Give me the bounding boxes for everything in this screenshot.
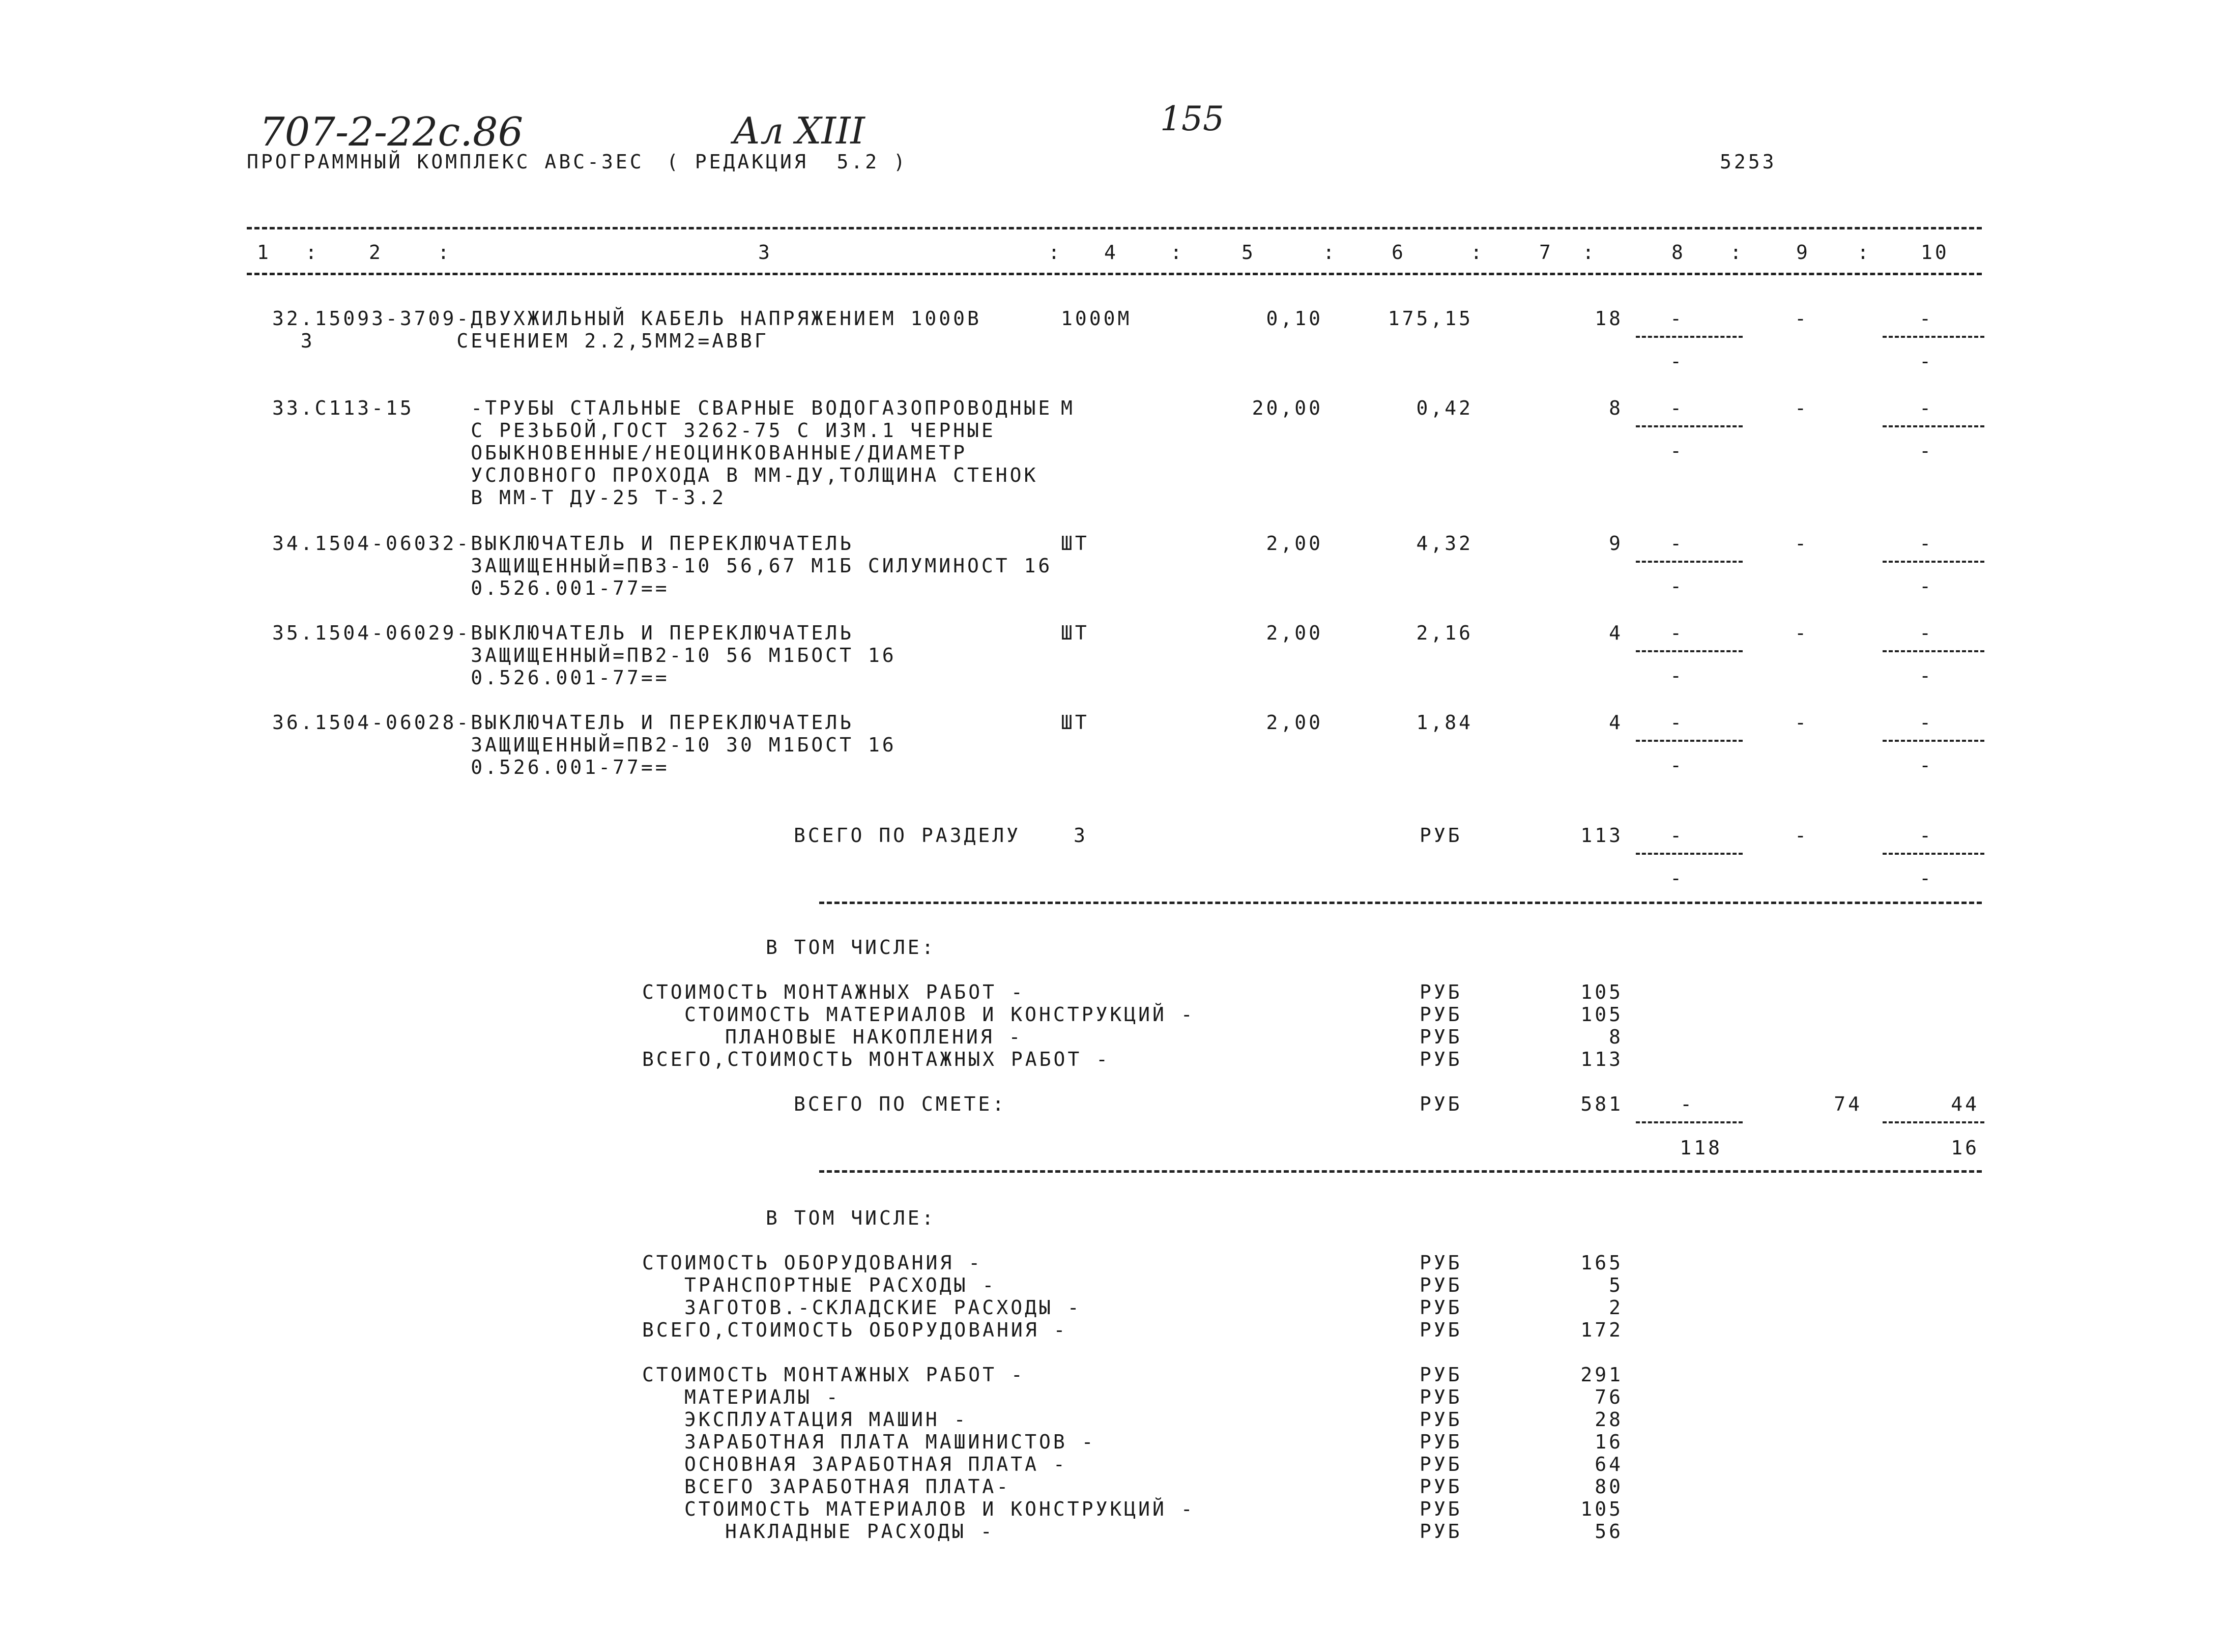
row-col8-sub: - xyxy=(1670,754,1684,776)
breakdown2-value: 105 xyxy=(1580,1498,1623,1520)
breakdown1-value: 105 xyxy=(1580,1003,1623,1026)
row-description-line: 32.15093-3709-ДВУХЖИЛЬНЫЙ КАБЕЛЬ НАПРЯЖЕНИЕМ 1000В xyxy=(272,307,981,330)
section-total-number: 3 xyxy=(1074,824,1088,847)
row-col8-rule xyxy=(1636,561,1743,563)
breakdown1-label: СТОИМОСТЬ МАТЕРИАЛОВ И КОНСТРУКЦИЙ - xyxy=(684,1003,1195,1026)
row-col10: - xyxy=(1919,307,1933,330)
row-description-line: В ММ-Т ДУ-25 Т-3.2 xyxy=(272,486,727,509)
estimate-total-col9: 74 xyxy=(1834,1093,1862,1115)
handwritten-page-number: 155 xyxy=(1160,99,1224,138)
column-header-cell: : xyxy=(1730,241,1744,264)
row-price: 4,32 xyxy=(1416,532,1473,555)
breakdown2-value: 76 xyxy=(1595,1386,1623,1408)
row-col10-rule xyxy=(1883,336,1984,338)
breakdown2-unit: РУБ xyxy=(1420,1319,1462,1341)
column-header-cell: 4 xyxy=(1104,241,1118,264)
row-col9: - xyxy=(1795,397,1809,419)
row-unit: 1000М xyxy=(1061,307,1132,330)
row-col8-rule xyxy=(1636,336,1743,338)
column-header-cell: : xyxy=(305,241,320,264)
document-number: 5253 xyxy=(1720,151,1777,173)
row-description-line: 36.1504-06028-ВЫКЛЮЧАТЕЛЬ И ПЕРЕКЛЮЧАТЕЛЬ xyxy=(272,711,854,734)
row-col9: - xyxy=(1795,622,1809,644)
breakdown2-label: ЗАРАБОТНАЯ ПЛАТА МАШИНИСТОВ - xyxy=(684,1431,1096,1453)
row-col8-rule xyxy=(1636,650,1743,652)
row-quantity: 2,00 xyxy=(1266,622,1323,644)
row-description-line: ЗАЩИЩЕННЫЙ=ПВ2-10 56 М1БОСТ 16 xyxy=(272,644,897,666)
breakdown2-unit: РУБ xyxy=(1420,1252,1462,1274)
row-quantity: 0,10 xyxy=(1266,307,1323,330)
section-total-col8-rule xyxy=(1636,853,1743,855)
breakdown2-label: СТОИМОСТЬ МОНТАЖНЫХ РАБОТ - xyxy=(642,1364,1025,1386)
row-description-line: 0.526.001-77== xyxy=(272,756,670,778)
section-total-col8-sub: - xyxy=(1670,867,1684,889)
column-header-cell: : xyxy=(438,241,452,264)
breakdown2-value: 172 xyxy=(1580,1319,1623,1341)
section-rule xyxy=(819,902,1982,904)
row-unit: ШТ xyxy=(1061,532,1089,555)
row-total: 4 xyxy=(1609,622,1623,644)
row-col10-sub: - xyxy=(1919,664,1933,687)
breakdown1-label: ПЛАНОВЫЕ НАКОПЛЕНИЯ - xyxy=(725,1026,1023,1048)
row-col8-sub: - xyxy=(1670,575,1684,597)
edition: ( РЕДАКЦИЯ 5.2 ) xyxy=(667,151,908,173)
row-price: 0,42 xyxy=(1416,397,1473,419)
row-col10-sub: - xyxy=(1919,754,1933,776)
row-description-line: ЗАЩИЩЕННЫЙ=ПВ3-10 56,67 М1Б СИЛУМИНОСТ 16 xyxy=(272,555,1053,577)
row-col10-rule xyxy=(1883,561,1984,563)
row-col8: - xyxy=(1670,307,1684,330)
row-col10-sub: - xyxy=(1919,575,1933,597)
estimate-rule xyxy=(819,1170,1982,1173)
handwritten-code: 707-2-22с.86 xyxy=(259,109,524,155)
breakdown2-unit: РУБ xyxy=(1420,1475,1462,1498)
row-description-line: ЗАЩИЩЕННЫЙ=ПВ2-10 30 М1БОСТ 16 xyxy=(272,734,897,756)
row-col9: - xyxy=(1795,532,1809,555)
row-col8: - xyxy=(1670,532,1684,555)
section-total-col10-rule xyxy=(1883,853,1984,855)
row-description-line: ОБЫКНОВЕННЫЕ/НЕОЦИНКОВАННЫЕ/ДИАМЕТР xyxy=(272,442,968,464)
column-header-cell: : xyxy=(1323,241,1337,264)
section-total-total: 113 xyxy=(1580,824,1623,847)
breakdown1-unit: РУБ xyxy=(1420,981,1462,1003)
breakdown2-heading: В ТОМ ЧИСЛЕ: xyxy=(766,1207,936,1229)
breakdown2-unit: РУБ xyxy=(1420,1296,1462,1319)
breakdown1-label: ВСЕГО,СТОИМОСТЬ МОНТАЖНЫХ РАБОТ - xyxy=(642,1048,1110,1070)
row-col8: - xyxy=(1670,711,1684,734)
row-price: 175,15 xyxy=(1388,307,1473,330)
row-col9: - xyxy=(1795,307,1809,330)
column-header-cell: 7 xyxy=(1539,241,1553,264)
breakdown2-value: 64 xyxy=(1595,1453,1623,1475)
breakdown1-value: 8 xyxy=(1609,1026,1623,1048)
breakdown2-unit: РУБ xyxy=(1420,1520,1462,1543)
row-quantity: 2,00 xyxy=(1266,711,1323,734)
row-description-line: С РЕЗЬБОЙ,ГОСТ 3262-75 С ИЗМ.1 ЧЕРНЫЕ xyxy=(272,419,996,442)
breakdown1-unit: РУБ xyxy=(1420,1026,1462,1048)
row-total: 4 xyxy=(1609,711,1623,734)
breakdown1-unit: РУБ xyxy=(1420,1048,1462,1070)
column-header-cell: : xyxy=(1582,241,1597,264)
row-total: 9 xyxy=(1609,532,1623,555)
breakdown2-label: ОСНОВНАЯ ЗАРАБОТНАЯ ПЛАТА - xyxy=(684,1453,1067,1475)
estimate-total-unit: РУБ xyxy=(1420,1093,1462,1115)
estimate-total-value: 581 xyxy=(1580,1093,1623,1115)
row-price: 1,84 xyxy=(1416,711,1473,734)
section-total-col8: - xyxy=(1670,824,1684,847)
row-col10-rule xyxy=(1883,425,1984,427)
breakdown2-label: ВСЕГО ЗАРАБОТНАЯ ПЛАТА- xyxy=(684,1475,1011,1498)
row-description-line: УСЛОВНОГО ПРОХОДА В ММ-ДУ,ТОЛЩИНА СТЕНОК xyxy=(272,464,1038,486)
row-description-line: 3 СЕЧЕНИЕМ 2.2,5ММ2=АВВГ xyxy=(272,330,769,352)
row-col10: - xyxy=(1919,711,1933,734)
breakdown2-label: МАТЕРИАЛЫ - xyxy=(684,1386,841,1408)
row-col10-rule xyxy=(1883,650,1984,652)
breakdown2-unit: РУБ xyxy=(1420,1453,1462,1475)
section-total-unit: РУБ xyxy=(1420,824,1462,847)
breakdown1-unit: РУБ xyxy=(1420,1003,1462,1026)
row-col8-sub: - xyxy=(1670,664,1684,687)
header-rule-top xyxy=(247,227,1982,229)
estimate-total-col8-rule xyxy=(1636,1121,1743,1123)
row-description-line: 33.С113-15 -ТРУБЫ СТАЛЬНЫЕ СВАРНЫЕ ВОДОГАЗОПРОВОДНЫЕ xyxy=(272,397,1053,419)
row-quantity: 2,00 xyxy=(1266,532,1323,555)
estimate-total-col10-sub: 16 xyxy=(1951,1137,1979,1159)
column-header-cell: 8 xyxy=(1671,241,1686,264)
row-price: 2,16 xyxy=(1416,622,1473,644)
column-header-cell: 9 xyxy=(1796,241,1810,264)
estimate-total-col10: 44 xyxy=(1951,1093,1979,1115)
header-rule-bottom xyxy=(247,273,1982,275)
breakdown1-value: 113 xyxy=(1580,1048,1623,1070)
column-header-cell: 1 xyxy=(257,241,271,264)
breakdown2-value: 16 xyxy=(1595,1431,1623,1453)
row-description-line: 35.1504-06029-ВЫКЛЮЧАТЕЛЬ И ПЕРЕКЛЮЧАТЕЛЬ xyxy=(272,622,854,644)
row-col9: - xyxy=(1795,711,1809,734)
breakdown2-value: 5 xyxy=(1609,1274,1623,1296)
breakdown2-label: СТОИМОСТЬ МАТЕРИАЛОВ И КОНСТРУКЦИЙ - xyxy=(684,1498,1195,1520)
row-col8: - xyxy=(1670,397,1684,419)
breakdown2-unit: РУБ xyxy=(1420,1364,1462,1386)
breakdown2-value: 2 xyxy=(1609,1296,1623,1319)
breakdown2-value: 28 xyxy=(1595,1408,1623,1431)
row-unit: ШТ xyxy=(1061,622,1089,644)
column-header-cell: 2 xyxy=(369,241,383,264)
program-title: ПРОГРАММНЫЙ КОМПЛЕКС АВС-3ЕС xyxy=(247,151,644,173)
breakdown2-unit: РУБ xyxy=(1420,1431,1462,1453)
breakdown2-unit: РУБ xyxy=(1420,1386,1462,1408)
row-col10-sub: - xyxy=(1919,350,1933,372)
column-header-cell: 10 xyxy=(1921,241,1949,264)
row-col10: - xyxy=(1919,397,1933,419)
column-header-cell: 3 xyxy=(758,241,772,264)
row-col8-sub: - xyxy=(1670,350,1684,372)
breakdown2-unit: РУБ xyxy=(1420,1498,1462,1520)
breakdown2-value: 56 xyxy=(1595,1520,1623,1543)
breakdown2-unit: РУБ xyxy=(1420,1408,1462,1431)
column-header-cell: : xyxy=(1470,241,1485,264)
breakdown1-value: 105 xyxy=(1580,981,1623,1003)
estimate-total-col10-rule xyxy=(1883,1121,1984,1123)
row-quantity: 20,00 xyxy=(1252,397,1323,419)
row-col8-rule xyxy=(1636,425,1743,427)
breakdown2-value: 291 xyxy=(1580,1364,1623,1386)
breakdown1-label: СТОИМОСТЬ МОНТАЖНЫХ РАБОТ - xyxy=(642,981,1025,1003)
breakdown2-label: НАКЛАДНЫЕ РАСХОДЫ - xyxy=(725,1520,995,1543)
breakdown1-heading: В ТОМ ЧИСЛЕ: xyxy=(766,936,936,959)
row-col10: - xyxy=(1919,622,1933,644)
row-col8-rule xyxy=(1636,740,1743,742)
row-total: 18 xyxy=(1595,307,1623,330)
estimate-total-label: ВСЕГО ПО СМЕТЕ: xyxy=(794,1093,1007,1115)
column-header-cell: : xyxy=(1170,241,1185,264)
breakdown2-value: 165 xyxy=(1580,1252,1623,1274)
section-total-col9: - xyxy=(1795,824,1809,847)
row-unit: ШТ xyxy=(1061,711,1089,734)
column-header-cell: : xyxy=(1857,241,1871,264)
handwritten-album: Ал XIII xyxy=(733,109,865,152)
row-col8: - xyxy=(1670,622,1684,644)
breakdown2-label: СТОИМОСТЬ ОБОРУДОВАНИЯ - xyxy=(642,1252,983,1274)
row-description-line: 34.1504-06032-ВЫКЛЮЧАТЕЛЬ И ПЕРЕКЛЮЧАТЕЛЬ xyxy=(272,532,854,555)
breakdown2-value: 80 xyxy=(1595,1475,1623,1498)
row-description-line: 0.526.001-77== xyxy=(272,666,670,689)
column-header-cell: : xyxy=(1048,241,1062,264)
breakdown2-label: ТРАНСПОРТНЫЕ РАСХОДЫ - xyxy=(684,1274,997,1296)
breakdown2-label: ВСЕГО,СТОИМОСТЬ ОБОРУДОВАНИЯ - xyxy=(642,1319,1068,1341)
section-total-label: ВСЕГО ПО РАЗДЕЛУ xyxy=(794,824,1021,847)
row-col10-rule xyxy=(1883,740,1984,742)
row-col10-sub: - xyxy=(1919,440,1933,462)
row-total: 8 xyxy=(1609,397,1623,419)
estimate-total-col8-sub: 118 xyxy=(1680,1137,1722,1159)
column-header-cell: 6 xyxy=(1392,241,1406,264)
breakdown2-label: ЗАГОТОВ.-СКЛАДСКИЕ РАСХОДЫ - xyxy=(684,1296,1082,1319)
section-total-col10: - xyxy=(1919,824,1933,847)
column-header-cell: 5 xyxy=(1241,241,1256,264)
row-col8-sub: - xyxy=(1670,440,1684,462)
breakdown2-label: ЭКСПЛУАТАЦИЯ МАШИН - xyxy=(684,1408,968,1431)
section-total-col10-sub: - xyxy=(1919,867,1933,889)
row-description-line: 0.526.001-77== xyxy=(272,577,670,599)
estimate-total-col8: - xyxy=(1680,1093,1694,1115)
row-unit: М xyxy=(1061,397,1075,419)
row-col10: - xyxy=(1919,532,1933,555)
breakdown2-unit: РУБ xyxy=(1420,1274,1462,1296)
